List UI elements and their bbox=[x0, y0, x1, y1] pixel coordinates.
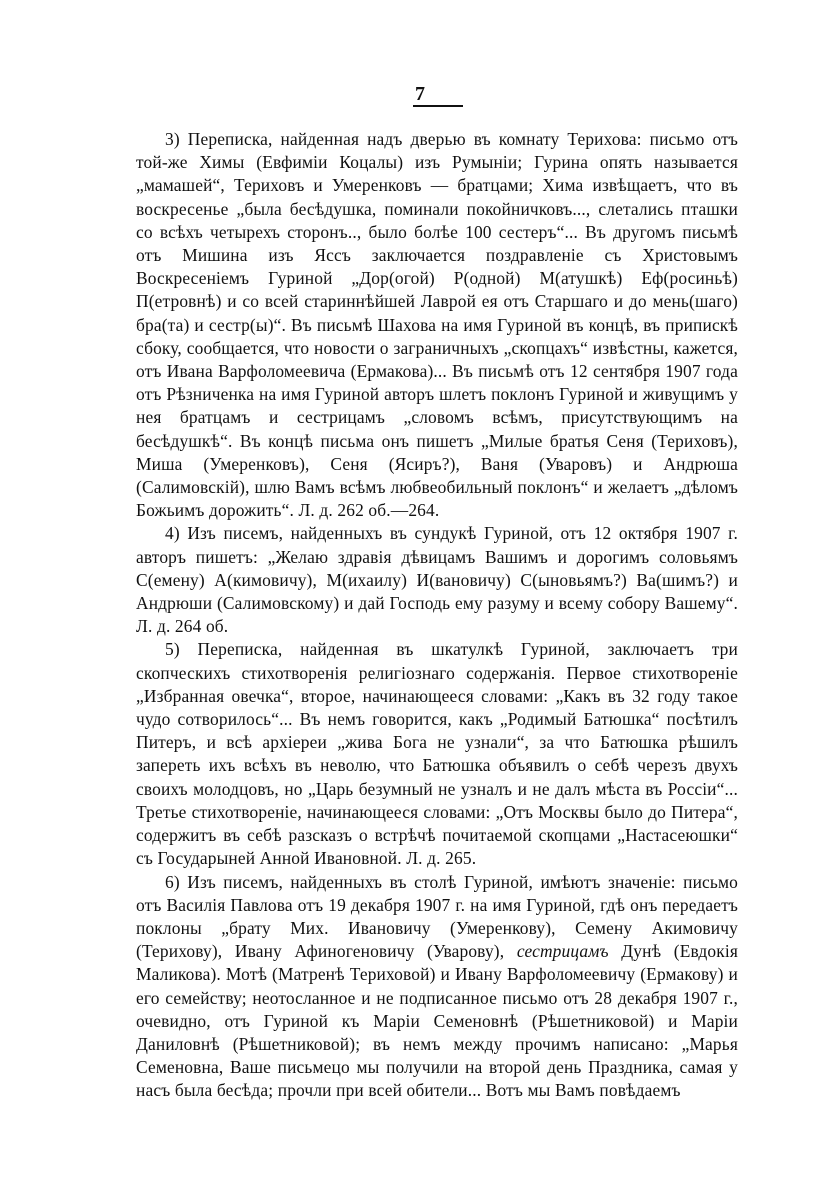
paragraph-6-part-2: Дунѣ (Евдокія Маликова). Мотѣ (Матренѣ Териховой) и Ивану Варфоломеевичу (Ермакову) и его семейству; неотосланное и не подписанное письмо отъ 28 декабря 1907 г., очевидно, отъ Гуриной къ Маріи Семеновнѣ (Рѣшетниковой) и Маріи Даниловнѣ (Рѣшетниковой); въ немъ между прочимъ написано: „Марья Семеновна, Ваше письмецо мы получили на второй день Праздника, самая у насъ была бесѣда; прочли при всей обители... Вотъ мы Вамъ повѣдаемъ bbox=[136, 941, 738, 1101]
body-text bbox=[136, 128, 738, 1103]
page-number-rule bbox=[413, 105, 463, 107]
paragraph-6 bbox=[136, 871, 738, 1103]
paragraph-4: 4) Изъ писемъ, найденныхъ въ сундукѣ Гуриной, отъ 12 октября 1907 г. авторъ пишетъ: „Желаю здравія дѣвицамъ Вашимъ и дорогимъ соловьямъ С(емену) А(кимовичу), М(ихаилу) И(вановичу) С(ыновьямъ?) Ва(шимъ?) и Андрюши (Салимовскому) и дай Господь ему разуму и всему собору Вашему“. Л. д. 264 об. bbox=[136, 523, 738, 637]
paragraph-3: 3) Переписка, найденная надъ дверью въ комнату Терихова: письмо отъ той-же Химы (Евфиміи Коцалы) изъ Румыніи; Гурина опять называется „мамашей“, Териховъ и Умеренковъ — братцами; Хима извѣщаетъ, что въ воскресенье „была бесѣдушка, поминали покойничковъ..., слетались пташки со всѣхъ четырехъ сторонъ.., было болѣе 100 сестеръ“... Въ другомъ письмѣ отъ Мишина изъ Яссъ заключается поздравленіе съ Христовымъ Воскресеніемъ Гуриной „Дор(огой) Р(одной) М(атушкѣ) Еф(росиньѣ) П(етровнѣ) и со всей стариннѣйшей Лаврой ея отъ Старшаго и до мень(шаго) бра(та) и сестр(ы)“. Въ письмѣ Шахова на имя Гуриной въ концѣ, въ припискѣ сбоку, сообщается, что новости о заграничныхъ „скопцахъ“ извѣстны, кажется, отъ Ивана Варфоломеевича (Ермакова)... Въ письмѣ отъ 12 сентября 1907 года отъ Рѣзниченка на имя Гуриной авторъ шлетъ поклонъ Гуриной и живущимъ у нея братцамъ и сестрицамъ „словомъ всѣмъ, присутствующимъ на бесѣдушкѣ“. Въ концѣ письма онъ пишетъ „Милые братья Сеня (Териховъ), Миша (Умеренковъ), Сеня (Ясиръ?), Ваня (Уваровъ) и Андрюша (Салимовскій), шлю Вамъ всѣмъ любвеобильный поклонъ“ и желаетъ „дѣломъ Божьимъ дорожить“. Л. д. 262 об.—264. bbox=[136, 129, 738, 521]
paragraph-6-part-1: 6) Изъ писемъ, найденныхъ въ столѣ Гуриной, имѣютъ значеніе: письмо отъ Василія Павлова отъ 19 декабря 1907 г. на имя Гуриной, гдѣ онъ передаетъ поклоны „брату Мих. Ивановичу (Умеренкову), Семену Акимовичу (Терихову), Ивану Афиногеновичу (Уварову), bbox=[136, 871, 738, 962]
paragraph-5: 5) Переписка, найденная въ шкатулкѣ Гуриной, заключаетъ три скопческихъ стихотворенія религіознаго содержанія. Первое стихотвореніе „Избранная овечка“, второе, начинающееся словами: „Какъ въ 32 году такое чудо сотворилось“... Въ немъ говорится, какъ „Родимый Батюшка“ посѣтилъ Питеръ, и всѣ архіереи „жива Бога не узнали“, за что Батюшка рѣшилъ запереть ихъ всѣхъ въ неволю, что Батюшка объявилъ о себѣ черезъ двухъ своихъ молодцовъ, но „Царь безумный не узналъ и не далъ мѣста въ Россіи“... Третье стихотвореніе, начинающееся словами: „Отъ Москвы было до Питера“, содержитъ въ себѣ разсказъ о встрѣчѣ почитаемой скопцами „Настасеюшки“ съ Государыней Анной Ивановной. Л. д. 265. bbox=[136, 639, 738, 869]
page-number: 7 bbox=[415, 83, 425, 105]
paragraph-6-italic: сестрицамъ bbox=[516, 941, 609, 962]
